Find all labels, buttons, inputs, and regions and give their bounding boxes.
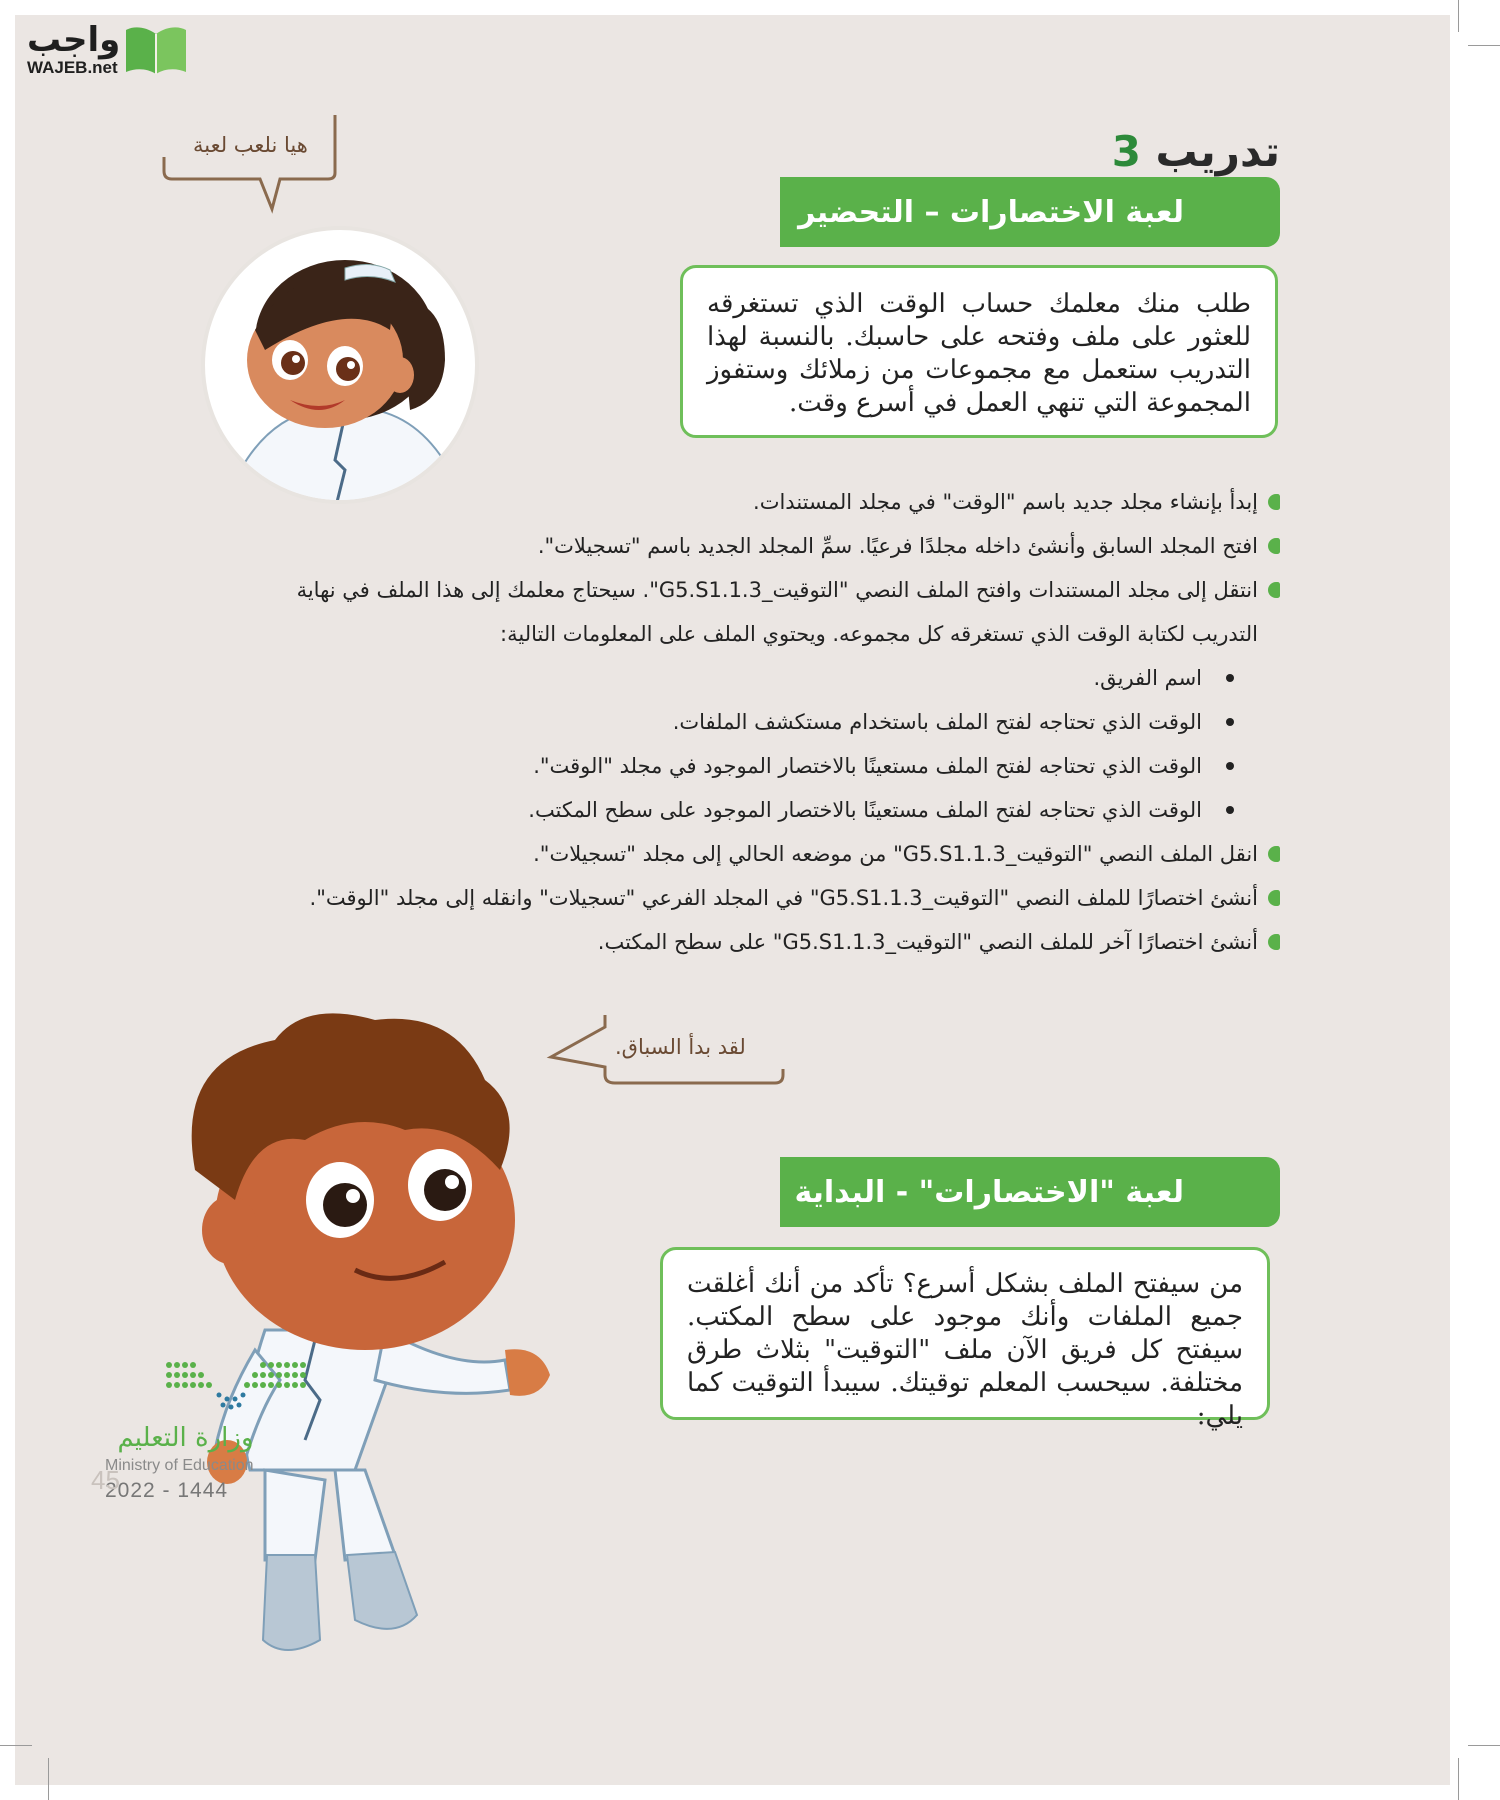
step-text: أنشئ اختصارًا للملف النصي "التوقيت_G5.S1.1.3" في المجلد الفرعي "تسجيلات" وانقله إلى مجلد "الوقت". — [309, 886, 1258, 910]
step-text: انقل الملف النصي "التوقيت_G5.S1.1.3" من موضعه الحالي إلى مجلد "تسجيلات". — [533, 842, 1258, 866]
wajeb-logo[interactable] — [25, 20, 205, 82]
sub-item — [140, 700, 1280, 744]
band-start-title — [780, 1157, 1280, 1227]
list-item-continued — [140, 612, 1280, 656]
intro-text: طلب منك معلمك حساب الوقت الذي تستغرقه للعثور على ملف وفتحه على حاسبك. بالنسبة لهذا التدريب ستعمل مع مجموعات من زملائك وستفوز المجموعة التي تنهي العمل في أسرع وقت. — [707, 289, 1251, 418]
logo-arabic: واجب — [27, 20, 121, 60]
sub-item — [140, 656, 1280, 700]
bullet-marker — [1268, 538, 1280, 554]
sub-item — [140, 744, 1280, 788]
step-text: أنشئ اختصارًا آخر للملف النصي "التوقيت_G5.S1.1.3" على سطح المكتب. — [597, 930, 1258, 954]
sub-text: الوقت الذي تحتاجه لفتح الملف مستعينًا بالاختصار الموجود على سطح المكتب. — [528, 798, 1202, 822]
textbook-page — [15, 15, 1450, 1785]
crop-mark — [1458, 1758, 1459, 1800]
title-number: 3 — [1111, 127, 1141, 176]
band-start-label: لعبة "الاختصارات" - البداية — [794, 1174, 1184, 1210]
list-item — [140, 832, 1280, 876]
sub-text: اسم الفريق. — [1093, 666, 1202, 690]
ministry-english: Ministry of Education — [105, 1457, 254, 1474]
bullet-dot — [1226, 762, 1234, 770]
list-item — [140, 480, 1280, 524]
page-number: 45 — [91, 1465, 120, 1495]
title-word: تدريب — [1155, 127, 1280, 176]
list-item — [140, 920, 1280, 964]
ministry-year: 2022 - 1444 — [105, 1479, 229, 1502]
sub-text: الوقت الذي تحتاجه لفتح الملف مستعينًا بالاختصار الموجود في مجلد "الوقت". — [533, 754, 1202, 778]
crop-mark — [48, 1758, 49, 1800]
start-text: من سيفتح الملف بشكل أسرع؟ تأكد من أنك أغلقت جميع الملفات وأنك موجود على سطح المكتب. سيفتح كل فريق الآن ملف "التوقيت" بثلاث طرق مختلفة. سيحسب المعلم توقيتك. سيبدأ التوقيت كما يلي: — [687, 1269, 1243, 1431]
steps-list — [140, 480, 1280, 964]
step-text: إبدأ بإنشاء مجلد جديد باسم "الوقت" في مجلد المستندات. — [753, 490, 1258, 514]
ministry-dots-logo — [163, 1359, 313, 1411]
crop-mark — [0, 1745, 32, 1746]
sub-text: الوقت الذي تحتاجه لفتح الملف باستخدام مستكشف الملفات. — [672, 710, 1202, 734]
step-text: التدريب لكتابة الوقت الذي تستغرقه كل مجموعه. ويحتوي الملف على المعلومات التالية: — [500, 622, 1258, 646]
exercise-title — [1112, 127, 1280, 176]
step-text: انتقل إلى مجلد المستندات وافتح الملف النصي "التوقيت_G5.S1.1.3". سيحتاج معلمك إلى هذا الملف في نهاية — [296, 578, 1258, 602]
bullet-dot — [1226, 718, 1234, 726]
ministry-block — [105, 1423, 254, 1503]
bullet-marker — [1268, 494, 1280, 510]
bullet-marker — [1268, 846, 1280, 862]
logo-latin: WAJEB.net — [27, 58, 118, 77]
list-item — [140, 524, 1280, 568]
bubble-girl-text: هيا نلعب لعبة — [193, 133, 308, 157]
ministry-arabic: وزارة التعليم — [117, 1423, 254, 1453]
boy-illustration — [155, 1000, 575, 1680]
step-text: افتح المجلد السابق وأنشئ داخله مجلدًا فرعيًا. سمِّ المجلد الجديد باسم "تسجيلات". — [537, 534, 1258, 558]
bullet-dot — [1226, 806, 1234, 814]
girl-illustration — [195, 220, 485, 510]
band-prep-label: لعبة الاختصارات – التحضير — [798, 194, 1184, 230]
list-item — [140, 876, 1280, 920]
start-box — [660, 1247, 1270, 1431]
bullet-dot — [1226, 674, 1234, 682]
list-item — [140, 568, 1280, 612]
crop-mark — [1468, 45, 1500, 46]
bullet-marker — [1268, 582, 1280, 598]
intro-box — [680, 265, 1278, 438]
speech-bubble-boy — [545, 1005, 795, 1115]
bullet-marker — [1268, 890, 1280, 906]
bubble-boy-text: لقد بدأ السباق. — [615, 1035, 746, 1059]
bullet-marker — [1268, 934, 1280, 950]
book-icon — [123, 22, 189, 76]
band-prep-title — [780, 177, 1280, 247]
speech-bubble-girl — [160, 113, 350, 223]
sub-item — [140, 788, 1280, 832]
crop-mark — [1468, 1745, 1500, 1746]
crop-mark — [1458, 0, 1459, 32]
